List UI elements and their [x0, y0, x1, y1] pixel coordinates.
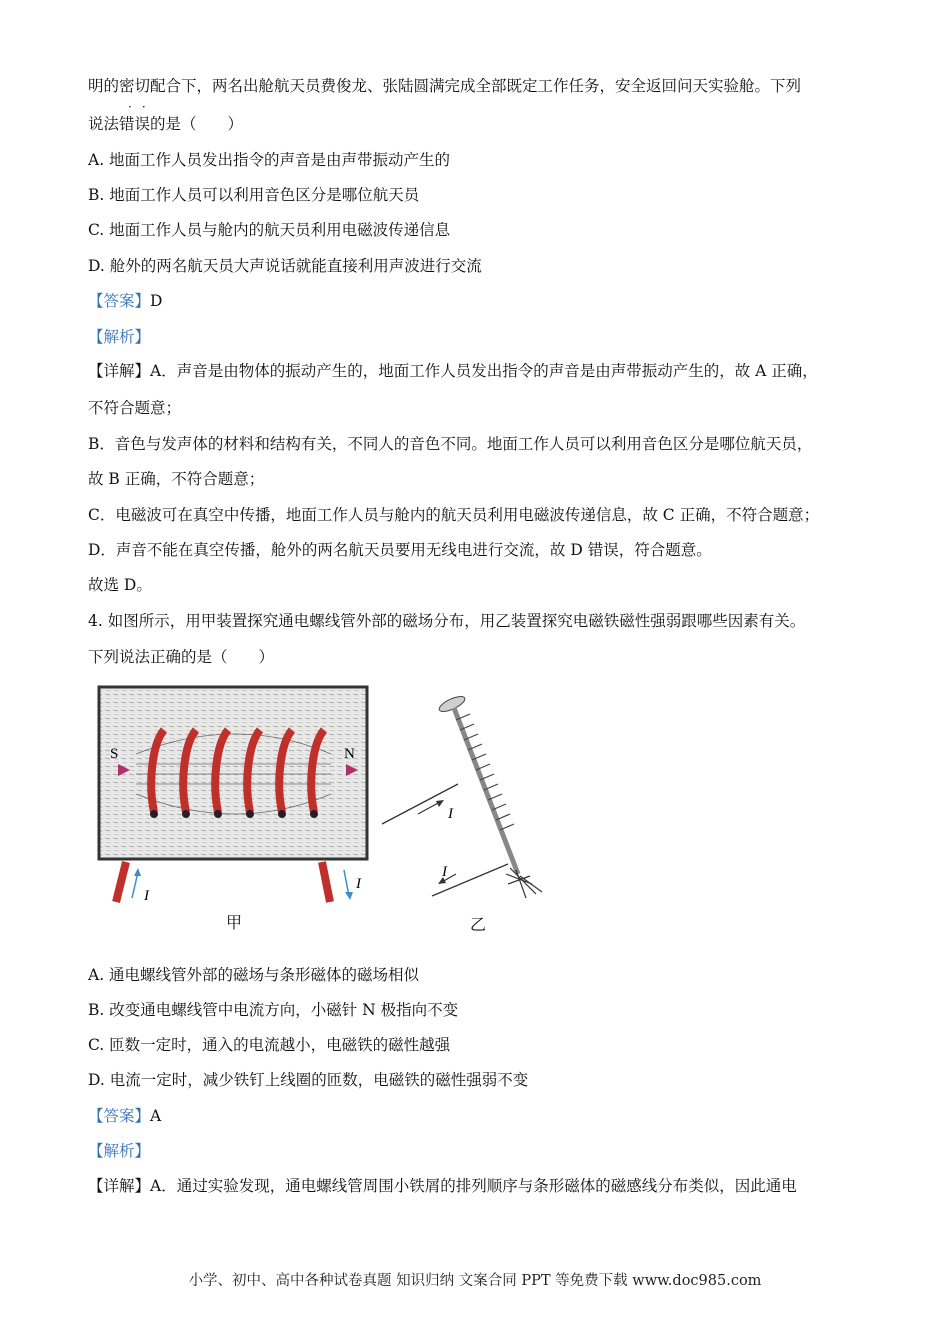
- lead-wire-left: [116, 862, 126, 902]
- current-label-left: I: [144, 888, 149, 904]
- q4-figure: [96, 684, 566, 934]
- q3-detail-line-4: 故 B 正确，不符合题意；: [88, 470, 265, 488]
- q4-option-a: A. 通电螺线管外部的磁场与条形磁体的磁场相似: [88, 966, 420, 984]
- label-s: S: [110, 746, 119, 762]
- detail-text: A．声音是由物体的振动产生的，地面工作人员发出指令的声音是由声带振动产生的，故 A 正确，: [150, 362, 818, 380]
- electromagnet-nail: [437, 694, 542, 898]
- q4-stem-line-1: 4. 如图所示，用甲装置探究通电螺线管外部的磁场分布，用乙装置探究电磁铁磁性强弱跟哪些因素有关。: [88, 612, 806, 630]
- current-arrow-left-head: [134, 868, 141, 876]
- label-n: N: [344, 746, 355, 762]
- q4-option-d: D. 电流一定时，减少铁钉上线圈的匝数，电磁铁的磁性强弱不变: [88, 1071, 529, 1089]
- current-label-top: I: [448, 806, 453, 822]
- q4-answer: [88, 1105, 161, 1127]
- iron-filings-board: [99, 687, 367, 859]
- q4-detail-line-1: [88, 1175, 797, 1197]
- q3-analysis-tag: 【解析】: [88, 328, 151, 346]
- caption-yi: 乙: [470, 915, 487, 934]
- q3-option-d: D. 舱外的两名航天员大声说话就能直接利用声波进行交流: [88, 257, 482, 275]
- answer-tag: 【答案】: [88, 292, 151, 310]
- q4-option-c: C. 匝数一定时，通入的电流越小，电磁铁的磁性越强: [88, 1036, 451, 1054]
- q3-option-b: B. 地面工作人员可以利用音色区分是哪位航天员: [88, 186, 420, 204]
- q3-detail-line-6: D．声音不能在真空传播，舱外的两名航天员要用无线电进行交流，故 D 错误，符合题意。: [88, 541, 712, 559]
- current-label-bottom: I: [442, 864, 447, 880]
- q3-answer: [88, 290, 162, 312]
- q3-option-a: A. 地面工作人员发出指令的声音是由声带振动产生的: [88, 151, 451, 169]
- detail-text: A．通过实验发现，通电螺线管周围小铁屑的排列顺序与条形磁体的磁感线分布类似，因此通电: [150, 1177, 797, 1195]
- q3-stem-line-1: 明的密切配合下，两名出舱航天员费俊龙、张陆圆满完成全部既定工作任务，安全返回问天实验舱。下列: [88, 77, 802, 95]
- q3-detail-line-1: [88, 360, 818, 382]
- q4-option-b: B. 改变通电螺线管中电流方向，小磁针 N 极指向不变: [88, 1001, 459, 1019]
- detail-tag: 【详解】: [88, 1177, 151, 1195]
- current-label-right: I: [356, 876, 361, 892]
- emphasis-dots: ··: [128, 100, 156, 114]
- answer-tag: 【答案】: [88, 1107, 151, 1125]
- q3-detail-line-7: 故选 D。: [88, 576, 152, 594]
- q3-detail-line-2: 不符合题意；: [88, 399, 182, 417]
- caption-jia: 甲: [226, 913, 243, 932]
- q3-detail-line-5: C．电磁波可在真空中传播，地面工作人员与舱内的航天员利用电磁波传递信息，故 C 正确，不符合题意；: [88, 506, 820, 524]
- q4-stem-line-2: 下列说法正确的是（ ）: [88, 648, 275, 666]
- answer-value: D: [150, 292, 163, 310]
- q3-option-c: C. 地面工作人员与舱内的航天员利用电磁波传递信息: [88, 221, 451, 239]
- detail-tag: 【详解】: [88, 362, 151, 380]
- lead-top: [382, 784, 458, 824]
- q4-analysis-tag: 【解析】: [88, 1142, 151, 1160]
- figure-svg: [96, 684, 566, 924]
- q3-detail-line-3: B．音色与发声体的材料和结构有关，不同人的音色不同。地面工作人员可以利用音色区分是哪位航天员，: [88, 435, 813, 453]
- q3-stem-line-2: 说法错误的是（ ）: [88, 115, 244, 133]
- current-arrow-right-head: [345, 892, 353, 900]
- answer-value: A: [150, 1107, 162, 1125]
- page-footer: 小学、初中、高中各种试卷真题 知识归纳 文案合同 PPT 等免费下载 www.doc985.com: [188, 1273, 762, 1289]
- lead-wire-right: [322, 862, 330, 902]
